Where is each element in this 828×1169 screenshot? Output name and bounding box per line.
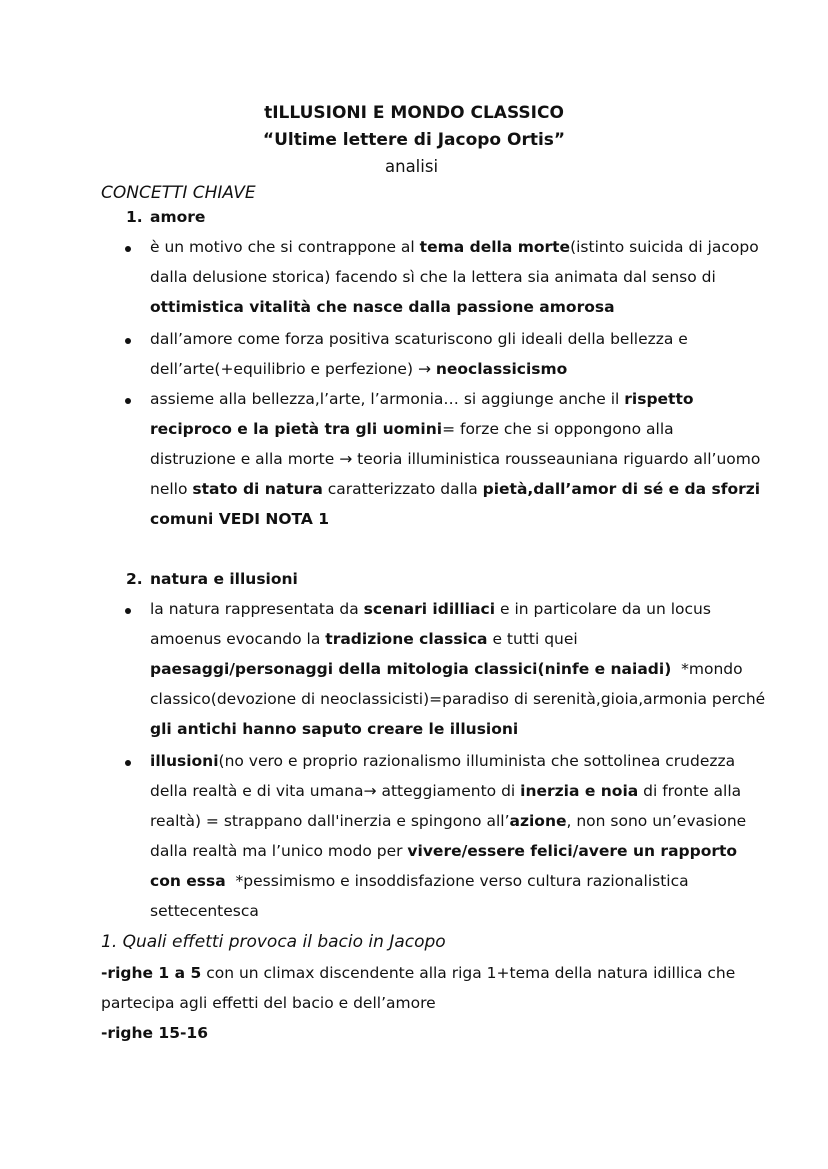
text-run: realtà) = strappano dall'inerzia e spingono all’ <box>150 812 510 830</box>
text-run: di fronte alla <box>638 782 742 800</box>
text-run: caratterizzato dalla <box>322 480 483 498</box>
text-line <box>150 600 711 618</box>
text-bold: scenari idilliaci <box>363 600 496 618</box>
text-run: la natura rappresentata da <box>150 600 364 618</box>
text-line <box>150 660 743 678</box>
text-line: partecipa agli effetti del bacio e dell’amore <box>101 994 436 1012</box>
text-bold: -righe 15-16 <box>101 1024 209 1042</box>
text-bold: reciproco e la pietà tra gli uomini <box>150 420 443 438</box>
text-bold: stato di natura <box>192 480 323 498</box>
text-line <box>101 1024 208 1042</box>
text-run: amoenus evocando la <box>150 630 326 648</box>
text-run: (no vero e proprio razionalismo illuminista che sottolinea crudezza <box>218 752 736 770</box>
text-run: *pessimismo e insoddisfazione verso cultura razionalistica <box>225 872 689 890</box>
text-line: classico(devozione di neoclassicisti)=paradiso di serenità,gioia,armonia perché <box>150 690 766 708</box>
text-run: *mondo <box>671 660 743 678</box>
bullet-icon <box>125 246 131 252</box>
text-run: dalla realtà ma l’unico modo per <box>150 842 408 860</box>
text-line <box>150 842 737 860</box>
text-bold: illusioni <box>150 752 219 770</box>
text-run: e tutti quei <box>487 630 578 648</box>
text-line: dalla delusione storica) facendo sì che la lettera sia animata dal senso di <box>150 268 716 286</box>
text-bold: vivere/essere felici/avere un rapporto <box>407 842 738 860</box>
text-run: , non sono un’evasione <box>566 812 747 830</box>
page-title: tILLUSIONI E MONDO CLASSICO <box>264 103 564 123</box>
text-bold: tema della morte <box>419 238 571 256</box>
text-line <box>150 390 694 408</box>
section-1-heading <box>126 208 205 226</box>
text-line: dall’amore come forza positiva scaturiscono gli ideali della bellezza e <box>150 330 688 348</box>
bullet-icon <box>125 760 131 766</box>
concetti-chiave-heading: CONCETTI CHIAVE <box>101 183 256 203</box>
text-bold: pietà,dall’amor di sé e da sforzi <box>482 480 761 498</box>
text-line <box>150 752 735 770</box>
text-run: con un climax discendente alla riga 1+tema della natura idillica che <box>201 964 736 982</box>
text-line <box>150 812 746 830</box>
text-line <box>150 872 689 890</box>
text-line <box>150 298 615 316</box>
text-bold: con essa <box>150 872 226 890</box>
text-line <box>101 964 735 982</box>
text-bold: rispetto <box>624 390 694 408</box>
text-bold: comuni VEDI NOTA 1 <box>150 510 330 528</box>
text-bold: ottimistica vitalità che nasce dalla passione amorosa <box>150 298 615 316</box>
text-run: assieme alla bellezza,l’arte, l’armonia… si aggiunge anche il <box>150 390 625 408</box>
page-subtitle: “Ultime lettere di Jacopo Ortis” <box>262 130 566 150</box>
text-bold: inerzia e noia <box>520 782 639 800</box>
text-run: (istinto suicida di jacopo <box>570 238 759 256</box>
text-line <box>150 480 760 498</box>
text-line <box>150 420 674 438</box>
text-bold: -righe 1 a 5 <box>101 964 202 982</box>
text-run: e in particolare da un locus <box>495 600 711 618</box>
analisi-text: analisi <box>385 157 439 176</box>
text-run: nello <box>150 480 193 498</box>
text-line: settecentesca <box>150 902 259 920</box>
question-heading: 1. Quali effetti provoca il bacio in Jacopo <box>101 932 446 952</box>
text-bold: neoclassicismo <box>435 360 568 378</box>
section-label: amore <box>150 208 206 226</box>
text-line <box>150 782 741 800</box>
text-run: della realtà e di vita umana→ atteggiamento di <box>150 782 521 800</box>
text-line: distruzione e alla morte → teoria illuministica rousseauniana riguardo all’uomo <box>150 450 761 468</box>
text-line <box>150 360 567 378</box>
text-bold: tradizione classica <box>325 630 488 648</box>
text-bold: azione <box>509 812 567 830</box>
text-run: è un motivo che si contrappone al <box>150 238 420 256</box>
section-number: 2. <box>126 570 143 588</box>
text-bold: gli antichi hanno saputo creare le illusioni <box>150 720 519 738</box>
section-2-heading <box>126 570 298 588</box>
section-number: 1. <box>126 208 143 226</box>
bullet-icon <box>125 338 131 344</box>
text-line <box>150 720 518 738</box>
text-bold: paesaggi/personaggi della mitologia classici(ninfe e naiadi) <box>150 660 672 678</box>
section-label: natura e illusioni <box>150 570 298 588</box>
text-run: = forze che si oppongono alla <box>442 420 674 438</box>
bullet-icon <box>125 398 131 404</box>
text-line <box>150 510 329 528</box>
text-line <box>150 630 578 648</box>
bullet-icon <box>125 608 131 614</box>
text-line <box>150 238 759 256</box>
text-run: dell’arte(+equilibrio e perfezione) → <box>150 360 436 378</box>
